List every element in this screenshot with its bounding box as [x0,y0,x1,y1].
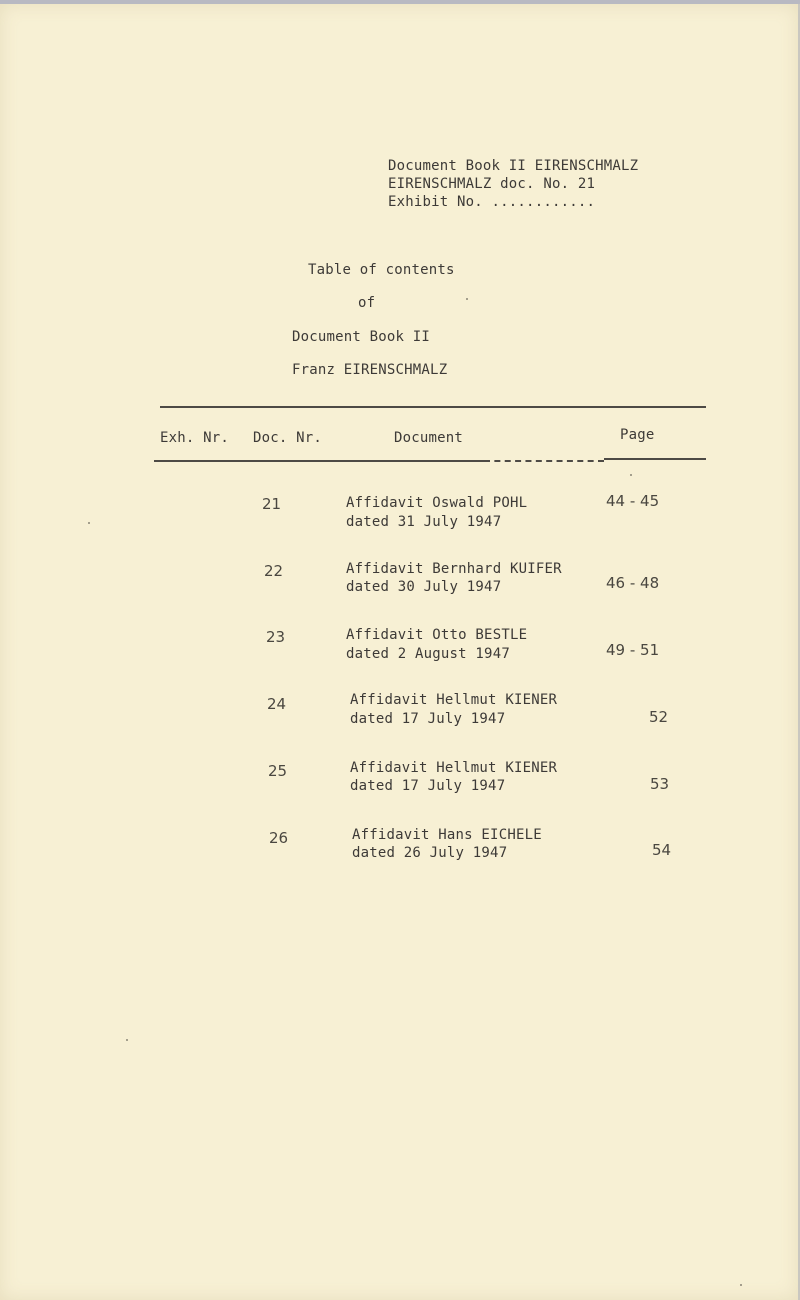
header-rule-left [154,460,484,462]
header-document-book: Document Book II EIRENSCHMALZ [388,158,639,174]
header-rule-middle [484,460,604,462]
header-rule-right [604,458,706,460]
row-doc-number: 21 [262,495,282,513]
header-doc-number: EIRENSCHMALZ doc. No. 21 [388,176,596,192]
paper-speck [630,474,632,476]
row-document-title: Affidavit Hans EICHELE [352,827,542,843]
header-exhibit-number: Exhibit No. ............ [388,194,596,210]
row-document-title: Affidavit Hellmut KIENER [350,760,558,776]
row-document-date: dated 2 August 1947 [346,646,510,662]
row-page-range: 52 [649,708,669,726]
row-document-title: Affidavit Bernhard KUIFER [346,561,562,577]
title-document-book: Document Book II [292,329,431,345]
row-document-date: dated 17 July 1947 [350,778,506,794]
row-doc-number: 22 [264,562,284,580]
paper-speck [466,298,468,300]
row-document-title: Affidavit Hellmut KIENER [350,692,558,708]
column-header-page: Page [620,427,655,443]
row-page-range: 53 [650,775,670,793]
title-of: of [358,295,376,311]
row-doc-number: 26 [269,829,289,847]
row-page-range: 49 - 51 [606,641,660,659]
row-doc-number: 25 [268,762,288,780]
column-header-document: Document [394,430,464,446]
row-page-range: 54 [652,841,672,859]
row-document-date: dated 31 July 1947 [346,514,502,530]
paper-speck [88,522,90,524]
column-header-exh-nr: Exh. Nr. [160,430,230,446]
row-document-date: dated 26 July 1947 [352,845,508,861]
row-page-range: 46 - 48 [606,574,660,592]
row-document-title: Affidavit Otto BESTLE [346,627,528,643]
column-header-doc-nr: Doc. Nr. [253,430,323,446]
row-document-date: dated 30 July 1947 [346,579,502,595]
row-page-range: 44 - 45 [606,492,660,510]
top-rule [160,406,706,408]
row-document-date: dated 17 July 1947 [350,711,506,727]
row-doc-number: 23 [266,628,286,646]
row-document-title: Affidavit Oswald POHL [346,495,528,511]
document-page [0,4,798,1300]
paper-speck [126,1039,128,1041]
title-person-name: Franz EIRENSCHMALZ [292,362,448,378]
row-doc-number: 24 [267,695,287,713]
title-table-of-contents: Table of contents [308,262,455,278]
paper-speck [740,1284,742,1286]
